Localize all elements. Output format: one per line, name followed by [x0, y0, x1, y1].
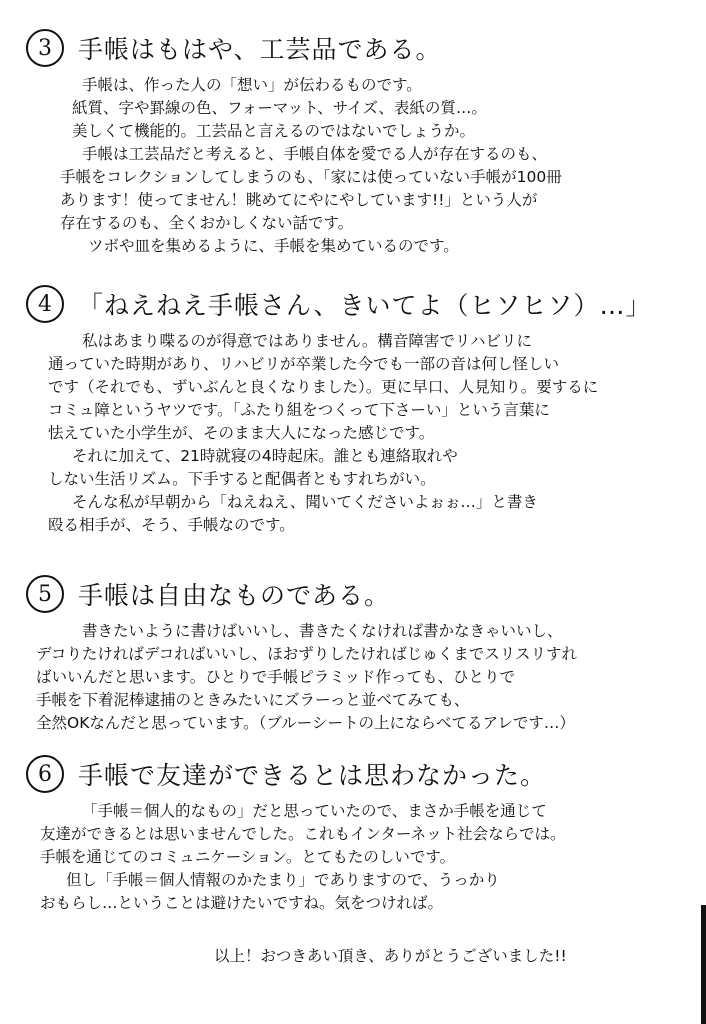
- body-line: 手帳をコレクションしてしまうのも、「家には使っていない手帳が100冊: [60, 168, 562, 186]
- section-number: 3: [26, 29, 64, 67]
- section-body: [26, 800, 686, 915]
- body-line: 私はあまり喋るのが得意ではありません。構音障害でリハビリに: [82, 332, 532, 350]
- section-title: 「ねえねえ手帳さん、きいてよ（ヒソヒソ）…」: [78, 291, 652, 320]
- body-line: です（それでも、ずいぶんと良くなりました）。更に早口、人見知り。要するに: [48, 378, 599, 396]
- body-line: デコりたければデコればいいし、ほおずりしたければじゅくまでスリスリすれ: [36, 645, 577, 663]
- section-title: 手帳で友達ができるとは思わなかった。: [78, 761, 547, 790]
- section-heading: [26, 282, 686, 326]
- body-line: 美しくて機能的。工芸品と言えるのではないでしょうか。: [72, 122, 476, 140]
- section-number: 4: [26, 285, 64, 323]
- body-line: あります！使ってません！眺めてにやにやしています!!」という人が: [60, 191, 538, 209]
- body-line: 手帳を通じてのコミュニケーション。とてもたのしいです。: [40, 848, 456, 866]
- body-line: 存在するのも、全くおかしくない話です。: [60, 214, 354, 232]
- body-line: 殴る相手が、そう、手帳なのです。: [48, 516, 295, 534]
- page-edge-mark: [701, 905, 706, 1024]
- section-title: 手帳はもはや、工芸品である。: [78, 35, 442, 64]
- section-heading: [26, 26, 686, 70]
- body-line: 友達ができるとは思いませんでした。これもインターネット社会ならでは。: [40, 825, 566, 843]
- body-line: 手帳は工芸品だと考えると、手帳自体を愛でる人が存在するのも、: [82, 145, 548, 163]
- body-line: 書きたいように書けばいいし、書きたくなければ書かなきゃいいし、: [82, 622, 563, 640]
- closing-note: 以上！おつきあい頂き、ありがとうございました!!: [214, 947, 567, 965]
- body-line: 通っていた時期があり、リハビリが卒業した今でも一部の音は何し怪しい: [48, 355, 560, 373]
- body-line: 「手帳＝個人的なもの」だと思っていたので、まさか手帳を通じて: [82, 802, 547, 820]
- body-line: 全然OKなんだと思っています。（ブルーシートの上にならべてるアレです…）: [36, 714, 575, 732]
- section-body: [26, 74, 686, 258]
- section-body: [26, 620, 686, 735]
- body-line: 手帳は、作った人の「想い」が伝わるものです。: [82, 76, 422, 94]
- section-body: [26, 330, 686, 537]
- section-number: 5: [26, 575, 64, 613]
- section-6: [26, 752, 686, 915]
- section-heading: [26, 752, 686, 796]
- body-line: 紙質、字や罫線の色、フォーマット、サイズ、表紙の質…。: [72, 99, 487, 117]
- section-5: [26, 572, 686, 735]
- body-line: そんな私が早朝から「ねえねえ、聞いてくださいよぉぉ…」と書き: [72, 493, 538, 511]
- body-line: それに加えて、21時就寝の4時起床。誰とも連絡取れや: [72, 447, 458, 465]
- body-line: おもらし…ということは避けたいですね。気をつければ。: [40, 894, 444, 912]
- section-3: [26, 26, 686, 258]
- body-line: しない生活リズム。下手すると配偶者ともすれちがい。: [48, 470, 436, 488]
- body-line: ツボや皿を集めるように、手帳を集めているのです。: [88, 237, 459, 255]
- section-4: [26, 282, 686, 537]
- section-number: 6: [26, 755, 64, 793]
- body-line: 怯えていた小学生が、そのまま大人になった感じです。: [48, 424, 435, 442]
- body-line: コミュ障というヤツです。「ふたり組をつくって下さーい」という言葉に: [48, 401, 550, 419]
- body-line: 手帳を下着泥棒逮捕のときみたいにズラーっと並べてみても、: [36, 691, 470, 709]
- section-heading: [26, 572, 686, 616]
- body-line: 但し「手帳＝個人情報のかたまり」でありますので、うっかり: [66, 871, 500, 889]
- section-title: 手帳は自由なものである。: [78, 581, 391, 610]
- body-line: ばいいんだと思います。ひとりで手帳ピラミッド作っても、ひとりで: [36, 668, 515, 686]
